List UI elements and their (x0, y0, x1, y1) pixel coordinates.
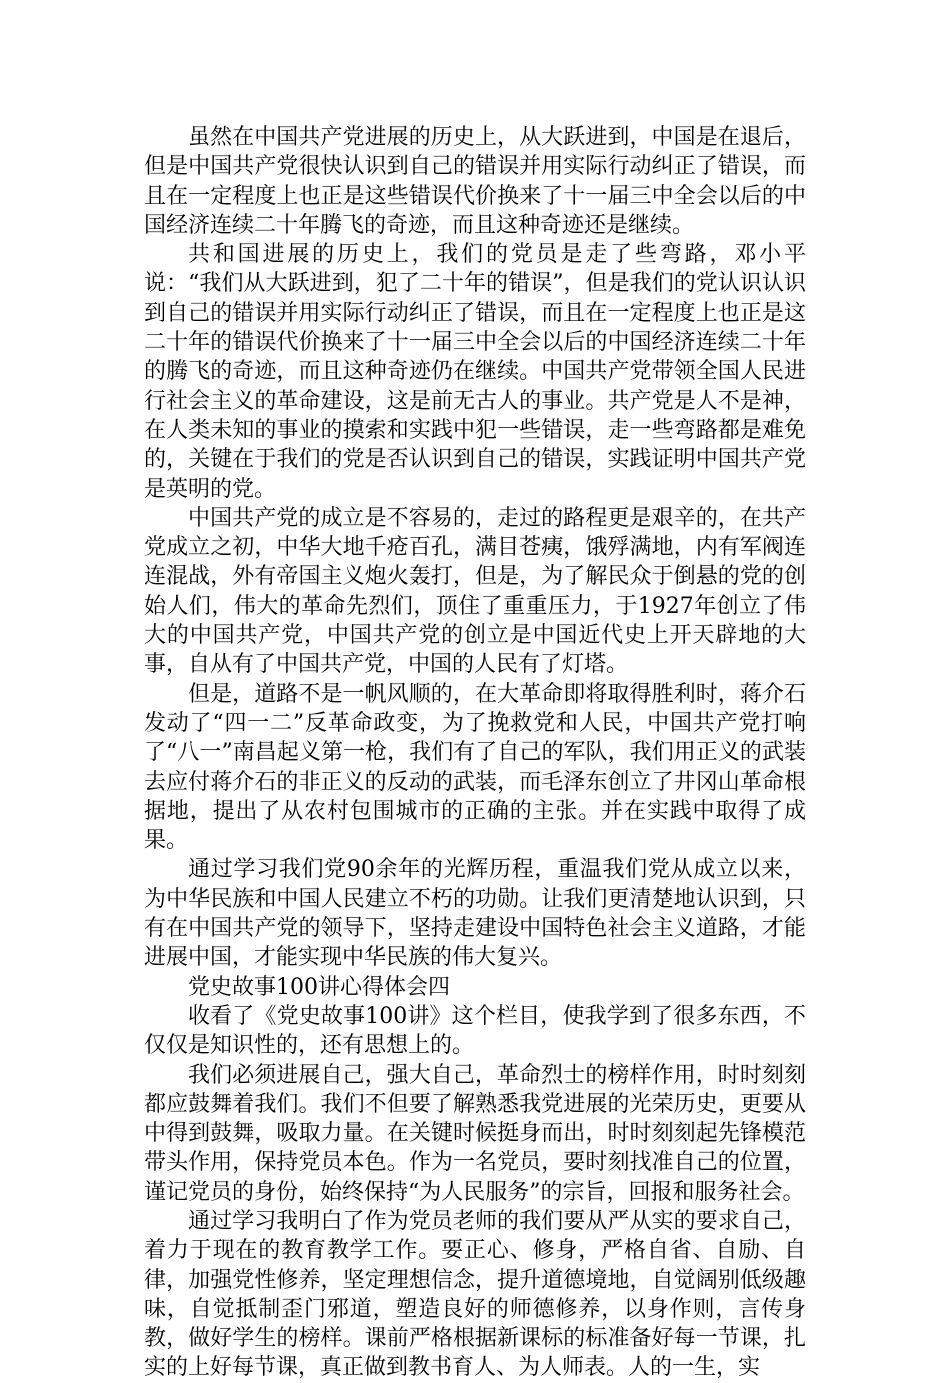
paragraph: 共和国进展的历史上，我们的党员是走了些弯路，邓小平说：“我们从大跃进到，犯了二十年的错误”，但是我们的党认识认识到自己的错误并用实际行动纠正了错误，而且在一定程度上也正是这二十年的错误代价换来了十一届三中全会以后的中国经济连续二十年的腾飞的奇迹，而且这种奇迹仍在继续。中国共产党带领全国人民进行社会主义的革命建设，这是前无古人的事业。共产党是人不是神，在人类未知的事业的摸索和实践中犯一些错误，走一些弯路都是难免的，关键在于我们的党是否认识到自己的错误，实践证明中国共产党是英明的党。 (144, 242, 806, 502)
section-heading: 党史故事100讲心得体会四 (188, 974, 450, 1000)
paragraph: 我们必须进展自己，强大自己，革命烈士的榜样作用，时时刻刻都应鼓舞着我们。我们不但要了解熟悉我党进展的光荣历史，更要从中得到鼓舞，吸取力量。在关键时候挺身而出，时时刻刻起先锋模范带头作用，保持党员本色。作为一名党员，要时刻找准自己的位置，谨记党员的身份，始终保持“为人民服务”的宗旨，回报和服务社会。 (144, 1062, 806, 1205)
paragraph: 虽然在中国共产党进展的历史上，从大跃进到，中国是在退后，但是中国共产党很快认识到自己的错误并用实际行动纠正了错误，而且在一定程度上也正是这些错误代价换来了十一届三中全会以后的中国经济连续二十年腾飞的奇迹，而且这种奇迹还是继续。 (144, 125, 806, 238)
paragraph: 中国共产党的成立是不容易的，走过的路程更是艰辛的，在共产党成立之初，中华大地千疮百孔，满目苍痍，饿殍满地，内有军阀连连混战，外有帝国主义炮火轰打，但是，为了解民众于倒悬的党的创始人们，伟大的革命先烈们，顶住了重重压力，于1927年创立了伟大的中国共产党，中国共产党的创立是中国近代史上开天辟地的大事，自从有了中国共产党，中国的人民有了灯塔。 (144, 505, 806, 678)
paragraph: 但是，道路不是一帆风顺的，在大革命即将取得胜利时，蒋介石发动了“四一二”反革命政变，为了挽救党和人民，中国共产党打响了“八一”南昌起义第一枪，我们有了自己的军队，我们用正义的武装去应付蒋介石的非正义的反动的武装，而毛泽东创立了井冈山革命根据地，提出了从农村包围城市的正确的主张。并在实践中取得了成果。 (144, 681, 806, 854)
paragraph: 收看了《党史故事100讲》这个栏目，使我学到了很多东西，不仅仅是知识性的，还有思想上的。 (144, 1003, 806, 1059)
paragraph: 通过学习我明白了作为党员老师的我们要从严从实的要求自己，着力于现在的教育教学工作。要正心、修身，严格自省、自励、自律，加强党性修养，坚定理想信念，提升道德境地，自觉阔别低级趣味，自觉抵制歪门邪道，塑造良好的师德修养，以身作则，言传身教，做好学生的榜样。课前严格根据新课标的标准备好每一节课，扎实的上好每节课，真正做到教书育人、为人师表。人的一生，实 (144, 1208, 806, 1381)
paragraph: 通过学习我们党90余年的光辉历程，重温我们党从成立以来，为中华民族和中国人民建立不朽的功勋。让我们更清楚地认识到，只有在中国共产党的领导下，坚持走建设中国特色社会主义道路，才能进展中国，才能实现中华民族的伟大复兴。 (144, 857, 806, 971)
document-body (144, 123, 806, 1383)
